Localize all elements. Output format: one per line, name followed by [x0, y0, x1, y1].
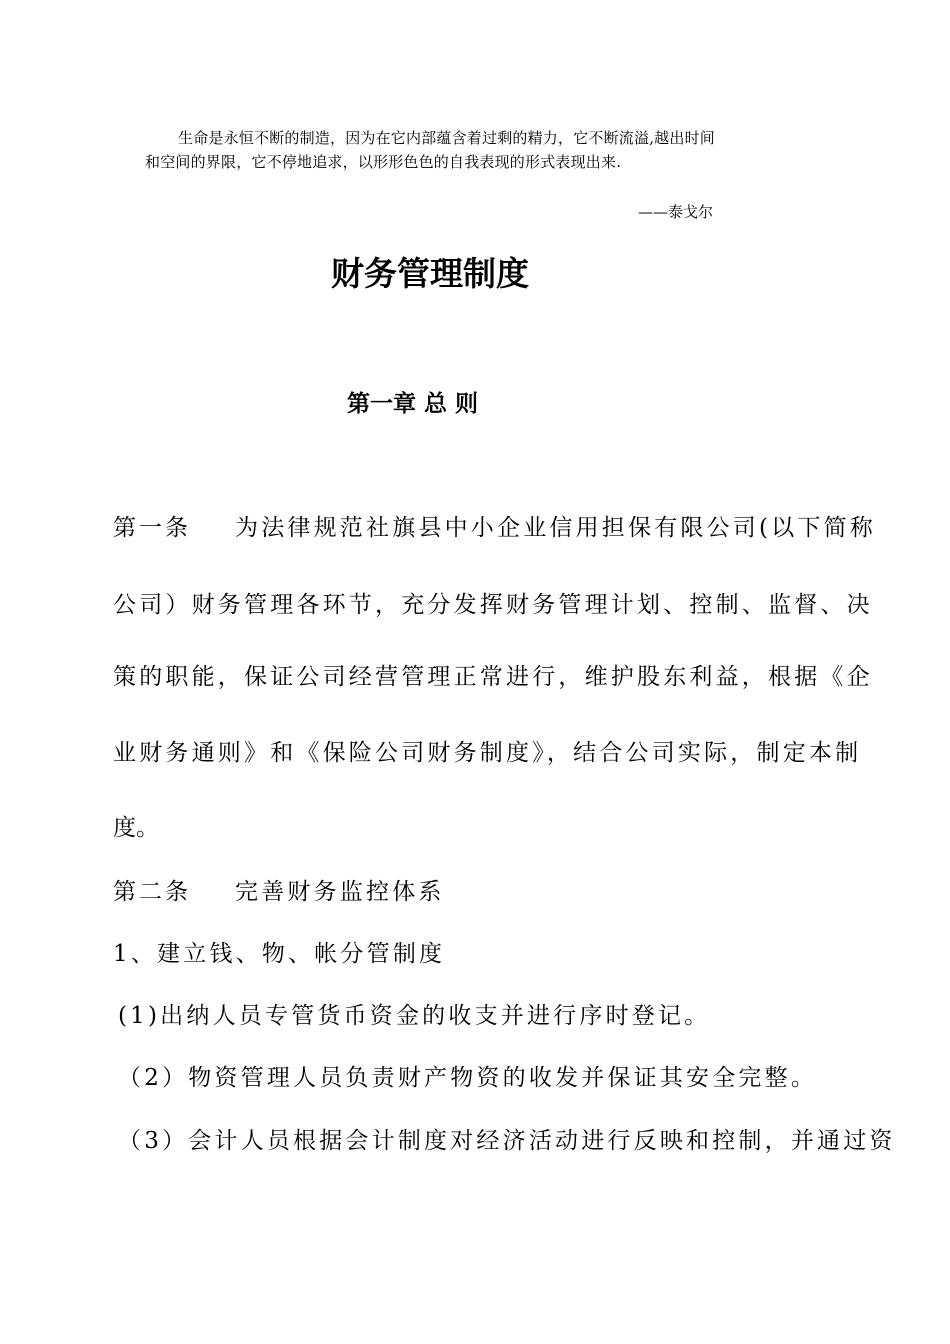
item-1: 1、建立钱、物、帐分管制度	[113, 941, 446, 967]
quote-line-1: 生命是永恒不断的制造，因为在它内部蕴含着过剩的精力，它不断流溢,越出时间	[178, 129, 715, 147]
article-1-text-1: 为法律规范社旗县中小企业信用担保有限公司(以下简称	[235, 515, 876, 541]
article-1-line-1	[113, 512, 876, 544]
quote-attribution: ——泰戈尔	[638, 203, 714, 221]
article-2-text: 完善财务监控体系	[235, 879, 445, 905]
article-1-line-4: 业财务通则》和《保险公司财务制度》，结合公司实际，制定本制	[113, 740, 862, 766]
quote-line-2: 和空间的界限，它不停地追求，以形形色色的自我表现的形式表现出来.	[145, 153, 622, 171]
chapter-heading: 第一章 总 则	[347, 391, 479, 417]
article-1-line-5: 度。	[113, 815, 159, 841]
sub-item-1: (1)出纳人员专管货币资金的收支并进行序时登记。	[118, 1003, 711, 1029]
article-1-line-3: 策的职能，保证公司经营管理正常进行，维护股东利益，根据《企	[113, 664, 873, 690]
article-1-label: 第一条	[113, 515, 191, 541]
article-2-line	[113, 876, 445, 908]
article-1-line-2: 公司）财务管理各环节，充分发挥财务管理计划、控制、监督、决	[113, 592, 873, 618]
sub-item-3: （3）会计人员根据会计制度对经济活动进行反映和控制，并通过资	[118, 1128, 896, 1154]
sub-item-2: （2）物资管理人员负责财产物资的收发并保证其安全完整。	[118, 1065, 818, 1091]
article-2-label: 第二条	[113, 879, 191, 905]
document-title: 财务管理制度	[331, 254, 529, 293]
